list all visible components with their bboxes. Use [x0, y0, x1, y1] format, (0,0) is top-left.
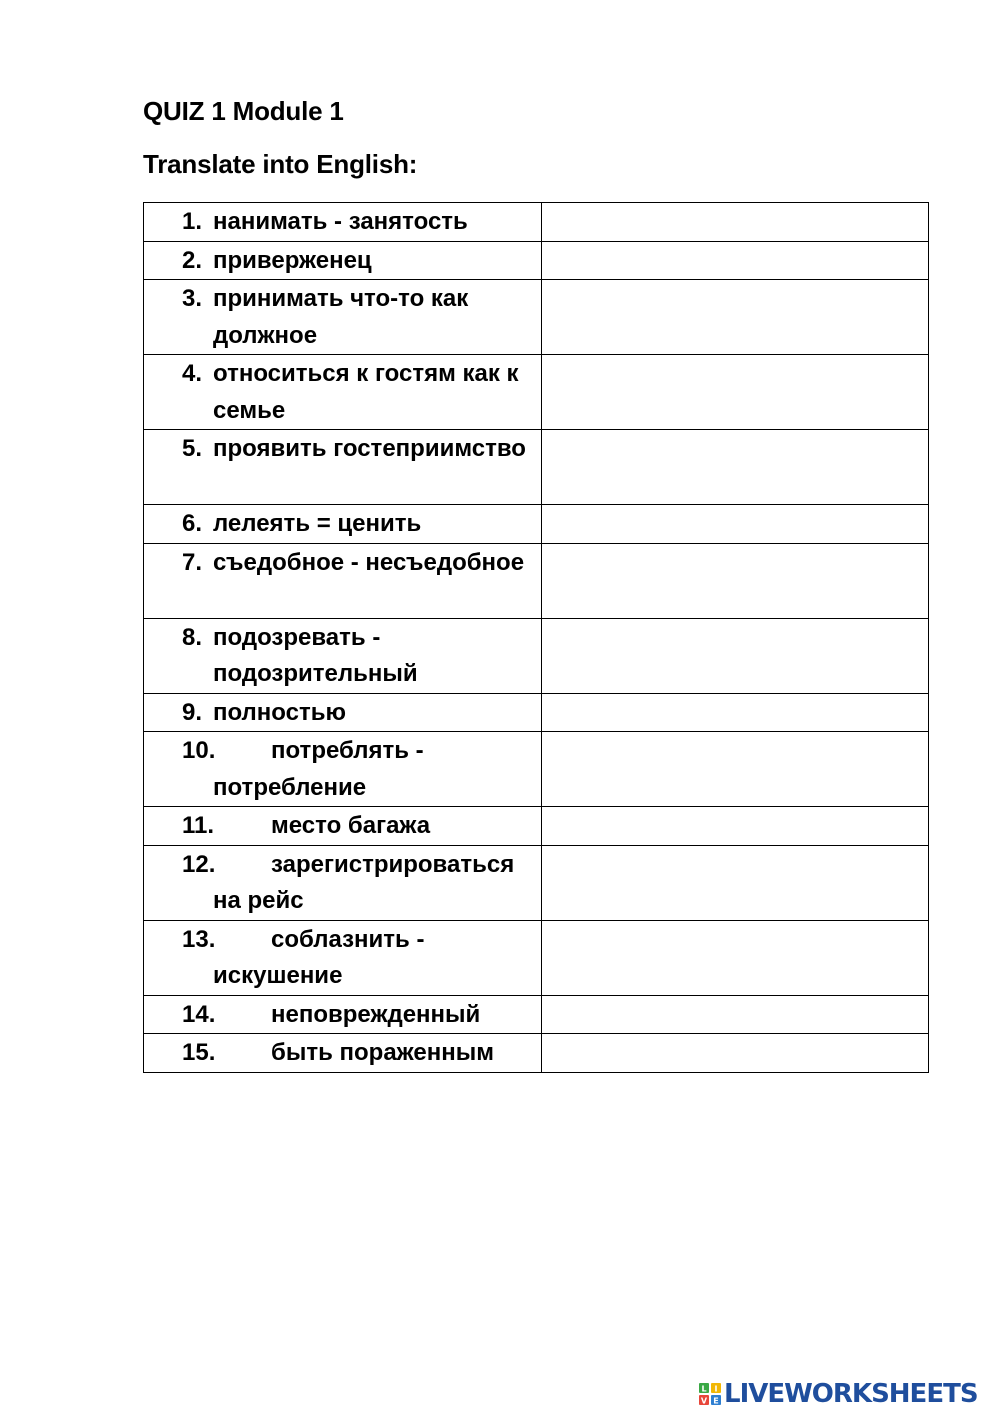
- answer-cell[interactable]: [542, 732, 929, 807]
- term-cell: [144, 241, 542, 280]
- item-text: нанимать - занятость: [213, 208, 468, 235]
- term-cell: [144, 355, 542, 430]
- item-number: 2.: [182, 246, 203, 274]
- table-row: [144, 693, 929, 732]
- term-cell: [144, 732, 542, 807]
- item-number: 1.: [182, 208, 203, 235]
- table-row: [144, 920, 929, 995]
- table-row: [144, 807, 929, 846]
- term-cell: [144, 920, 542, 995]
- term-cell: [144, 1034, 542, 1073]
- item-number: 12.: [182, 850, 216, 878]
- item-number: 9.: [182, 698, 203, 726]
- logo-text: LIVEWORKSHEETS: [724, 1379, 978, 1409]
- table-row: [144, 203, 929, 242]
- answer-cell[interactable]: [542, 845, 929, 920]
- item-number: 13.: [182, 925, 216, 953]
- answer-cell[interactable]: [542, 505, 929, 544]
- item-text: принимать что-то как должное: [213, 285, 469, 349]
- item-text: подозревать - подозрительный: [213, 623, 418, 687]
- answer-cell[interactable]: [542, 430, 929, 505]
- answer-cell[interactable]: [542, 355, 929, 430]
- vocabulary-table: [143, 202, 929, 1073]
- item-number: 14.: [182, 1000, 216, 1028]
- answer-cell[interactable]: [542, 807, 929, 846]
- table-row: [144, 845, 929, 920]
- table-row: [144, 995, 929, 1034]
- table-row: [144, 280, 929, 355]
- term-cell: [144, 280, 542, 355]
- term-cell: [144, 543, 542, 618]
- svg-text:V: V: [700, 1396, 708, 1406]
- item-text: приверженец: [213, 246, 372, 274]
- answer-cell[interactable]: [542, 693, 929, 732]
- item-number: 5.: [182, 435, 203, 462]
- item-number: 7.: [182, 548, 203, 576]
- answer-cell[interactable]: [542, 1034, 929, 1073]
- term-cell: [144, 618, 542, 693]
- table-row: [144, 505, 929, 544]
- answer-cell[interactable]: [542, 920, 929, 995]
- item-text: неповрежденный: [271, 1000, 481, 1028]
- item-number: 6.: [182, 510, 203, 537]
- table-row: [144, 355, 929, 430]
- liveworksheets-logo: [698, 1377, 978, 1411]
- answer-cell[interactable]: [542, 543, 929, 618]
- item-number: 4.: [182, 360, 203, 387]
- answer-cell[interactable]: [542, 241, 929, 280]
- page-title: QUIZ 1 Module 1: [143, 96, 344, 126]
- item-number: 15.: [182, 1039, 216, 1066]
- item-text: зарегистрироваться на рейс: [213, 850, 515, 914]
- item-number: 8.: [182, 623, 203, 651]
- item-number: 11.: [182, 812, 215, 839]
- item-text: место багажа: [271, 812, 431, 839]
- term-cell: [144, 505, 542, 544]
- answer-cell[interactable]: [542, 618, 929, 693]
- liveworksheets-logo-icon: [698, 1382, 722, 1406]
- table-row: [144, 618, 929, 693]
- item-text: быть пораженным: [271, 1039, 494, 1066]
- table-row: [144, 241, 929, 280]
- item-text: соблазнить - искушение: [213, 925, 425, 989]
- table-row: [144, 430, 929, 505]
- svg-text:L: L: [701, 1384, 707, 1394]
- table-row: [144, 543, 929, 618]
- item-text: полностью: [213, 698, 346, 726]
- item-text: относиться к гостям как к семье: [213, 360, 519, 424]
- answer-cell[interactable]: [542, 995, 929, 1034]
- item-text: потреблять - потребление: [213, 737, 424, 801]
- table-row: [144, 732, 929, 807]
- svg-text:E: E: [713, 1396, 719, 1406]
- answer-cell[interactable]: [542, 280, 929, 355]
- table-row: [144, 1034, 929, 1073]
- term-cell: [144, 430, 542, 505]
- term-cell: [144, 693, 542, 732]
- answer-cell[interactable]: [542, 203, 929, 242]
- term-cell: [144, 845, 542, 920]
- item-number: 3.: [182, 285, 203, 312]
- term-cell: [144, 807, 542, 846]
- svg-text:I: I: [714, 1384, 718, 1394]
- item-text: проявить гостеприимство: [213, 435, 526, 462]
- instruction: Translate into English:: [143, 149, 418, 179]
- item-text: лелеять = ценить: [213, 510, 422, 537]
- term-cell: [144, 203, 542, 242]
- item-text: съедобное - несъедобное: [213, 548, 525, 576]
- term-cell: [144, 995, 542, 1034]
- item-number: 10.: [182, 737, 216, 764]
